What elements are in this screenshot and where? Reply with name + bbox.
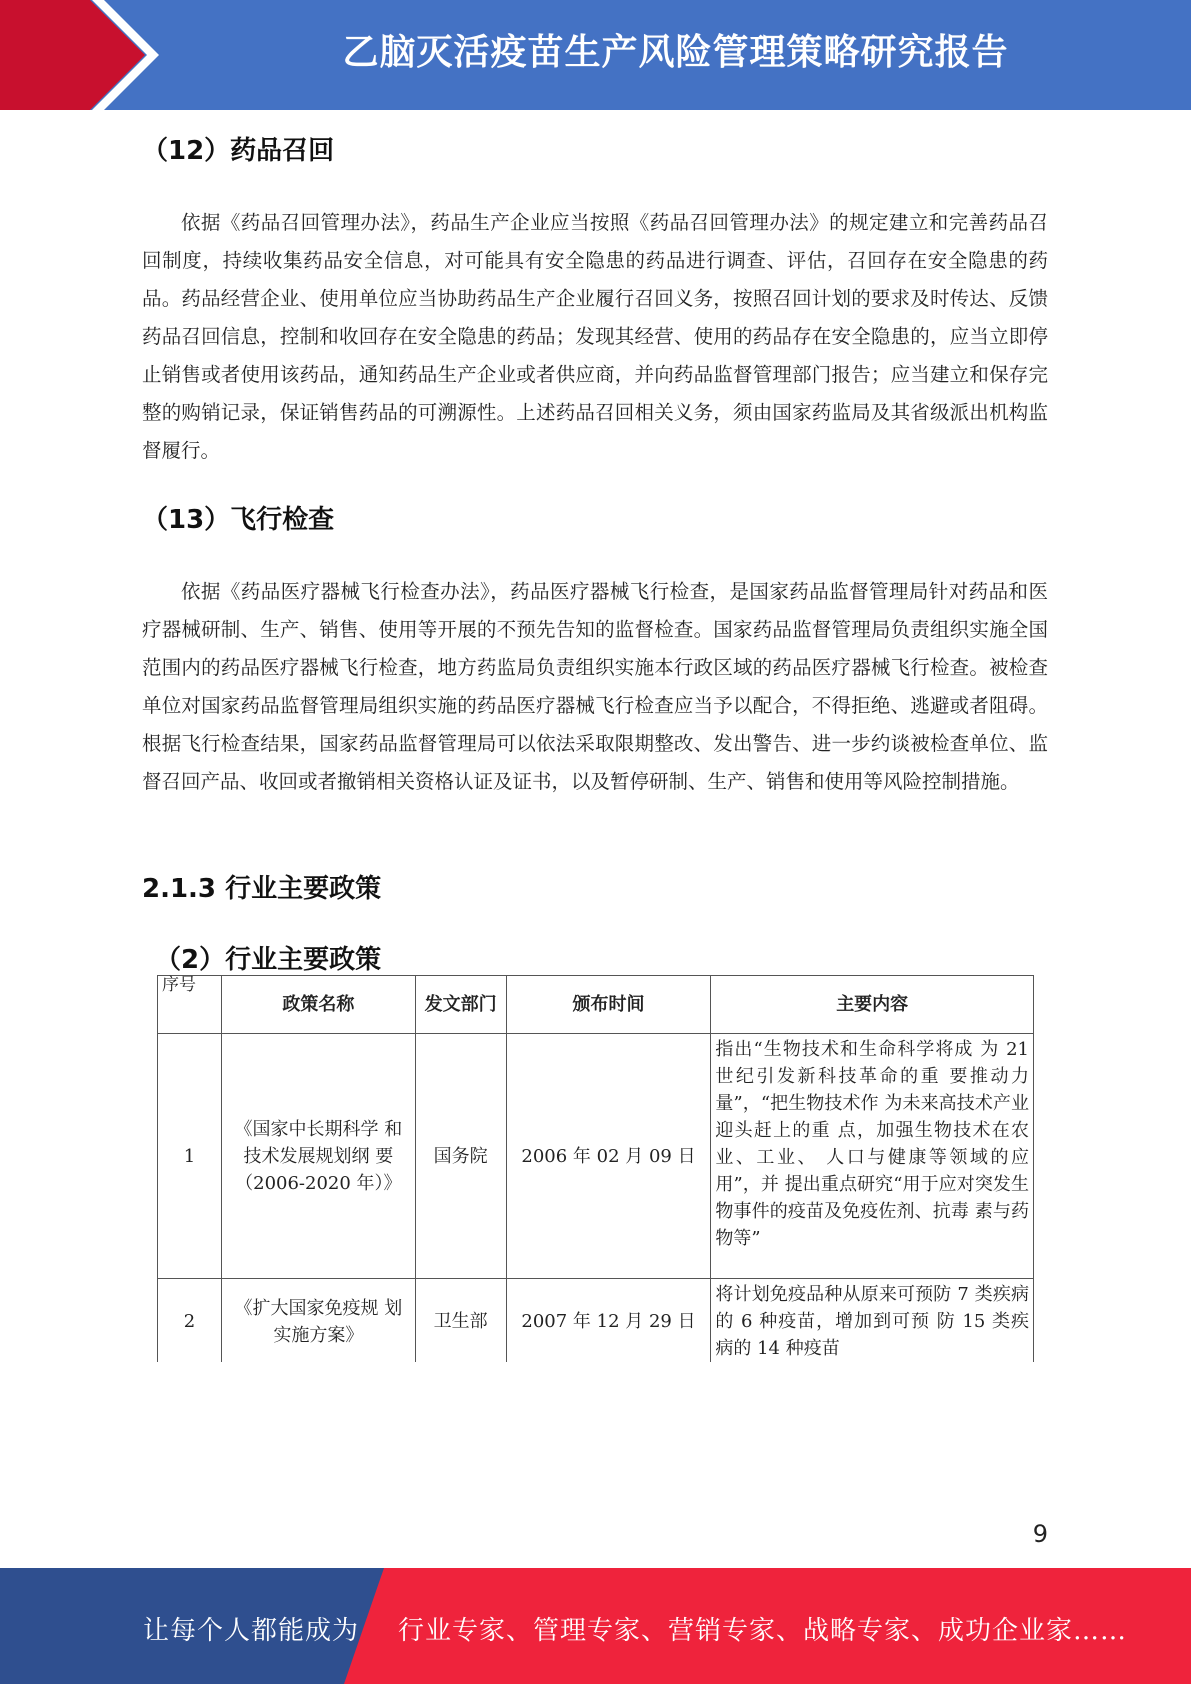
section-heading-recall: （12）药品召回 [142, 136, 335, 166]
section-heading-inspection: （13）飞行检查 [142, 505, 335, 535]
footer-slogan-right: 行业专家、管理专家、营销专家、战略专家、成功企业家…… [398, 1616, 1128, 1646]
subsection-heading-policy: （2）行业主要政策 [155, 945, 382, 975]
section-body-inspection: 依据《药品医疗器械飞行检查办法》，药品医疗器械飞行检查，是国家药品监督管理局针对药品和医疗器械研制、生产、销售、使用等开展的不预先告知的监督检查。国家药品监督管理局负责组织实施全国范围内的药品医疗器械飞行检查，地方药监局负责组织实施本行政区域的药品医疗器械飞行检查。被检查单位对国家药品监督管理局组织实施的药品医疗器械飞行检查应当予以配合，不得拒绝、逃避或者阻碍。根据飞行检查结果，国家药品监督管理局可以依法采取限期整改、发出警告、进一步约谈被检查单位、监督召回产品、收回或者撤销相关资格认证及证书，以及暂停研制、生产、销售和使用等风险控制措施。 [142, 580, 1048, 793]
footer-slogan-left: 让每个人都能成为 [143, 1616, 360, 1646]
section-body-recall: 依据《药品召回管理办法》，药品生产企业应当按照《药品召回管理办法》的规定建立和完善药品召回制度，持续收集药品安全信息，对可能具有安全隐患的药品进行调查、评估，召回存在安全隐患的药品。药品经营企业、使用单位应当协助药品生产企业履行召回义务，按照召回计划的要求及时传达、反馈药品召回信息，控制和收回存在安全隐患的药品；发现其经营、使用的药品存在安全隐患的，应当立即停止销售或者使用该药品，通知药品生产企业或者供应商，并向药品监督管理部门报告；应当建立和保存完整的购销记录，保证销售药品的可溯源性。上述药品召回相关义务，须由国家药监局及其省级派出机构监督履行。 [142, 211, 1048, 462]
cell-date: 2007 年 12 月 29 日 [506, 1279, 711, 1365]
cell-content: 将计划免疫品种从原来可预防 7 类疾病的 6 种疫苗，增加到可预 防 15 类疾病的 14 种疫苗 [711, 1279, 1034, 1365]
table-row [158, 1279, 1034, 1365]
cell-no: 2 [158, 1279, 222, 1365]
table-row [158, 1034, 1034, 1279]
page-header [0, 0, 1191, 110]
col-header-dept: 发文部门 [415, 976, 506, 1034]
col-header-content: 主要内容 [711, 976, 1034, 1034]
col-header-no: 序号 [158, 976, 222, 1034]
policy-table [157, 975, 1034, 1365]
page-number: 9 [1032, 1520, 1048, 1548]
header-red-arrow [0, 0, 150, 110]
cell-name: 《国家中长期科学 和技术发展规划纲 要（2006-2020 年）》 [221, 1034, 415, 1279]
page-footer [0, 1568, 1191, 1684]
cell-name: 《扩大国家免疫规 划实施方案》 [221, 1279, 415, 1365]
cell-dept: 卫生部 [415, 1279, 506, 1365]
report-title: 乙脑灭活疫苗生产风险管理策略研究报告 [342, 32, 1009, 73]
cell-date: 2006 年 02 月 09 日 [506, 1034, 711, 1279]
section-heading-policy: 2.1.3 行业主要政策 [142, 874, 382, 904]
col-header-date: 颁布时间 [506, 976, 711, 1034]
cell-no: 1 [158, 1034, 222, 1279]
table-header-row [158, 976, 1034, 1034]
table-page-break [150, 1362, 1050, 1402]
cell-content: 指出“生物技术和生命科学将成 为 21 世纪引发新科技革命的重 要推动力量”，“把生物技术作 为未来高技术产业迎头赶上的重 点，加强生物技术在农业、工业、 人口与健康等领域的应用”，并 提出重点研究“用于应对突发生 物事件的疫苗及免疫佐剂、抗毒 素与药物等” [711, 1034, 1034, 1279]
col-header-name: 政策名称 [221, 976, 415, 1034]
cell-dept: 国务院 [415, 1034, 506, 1279]
